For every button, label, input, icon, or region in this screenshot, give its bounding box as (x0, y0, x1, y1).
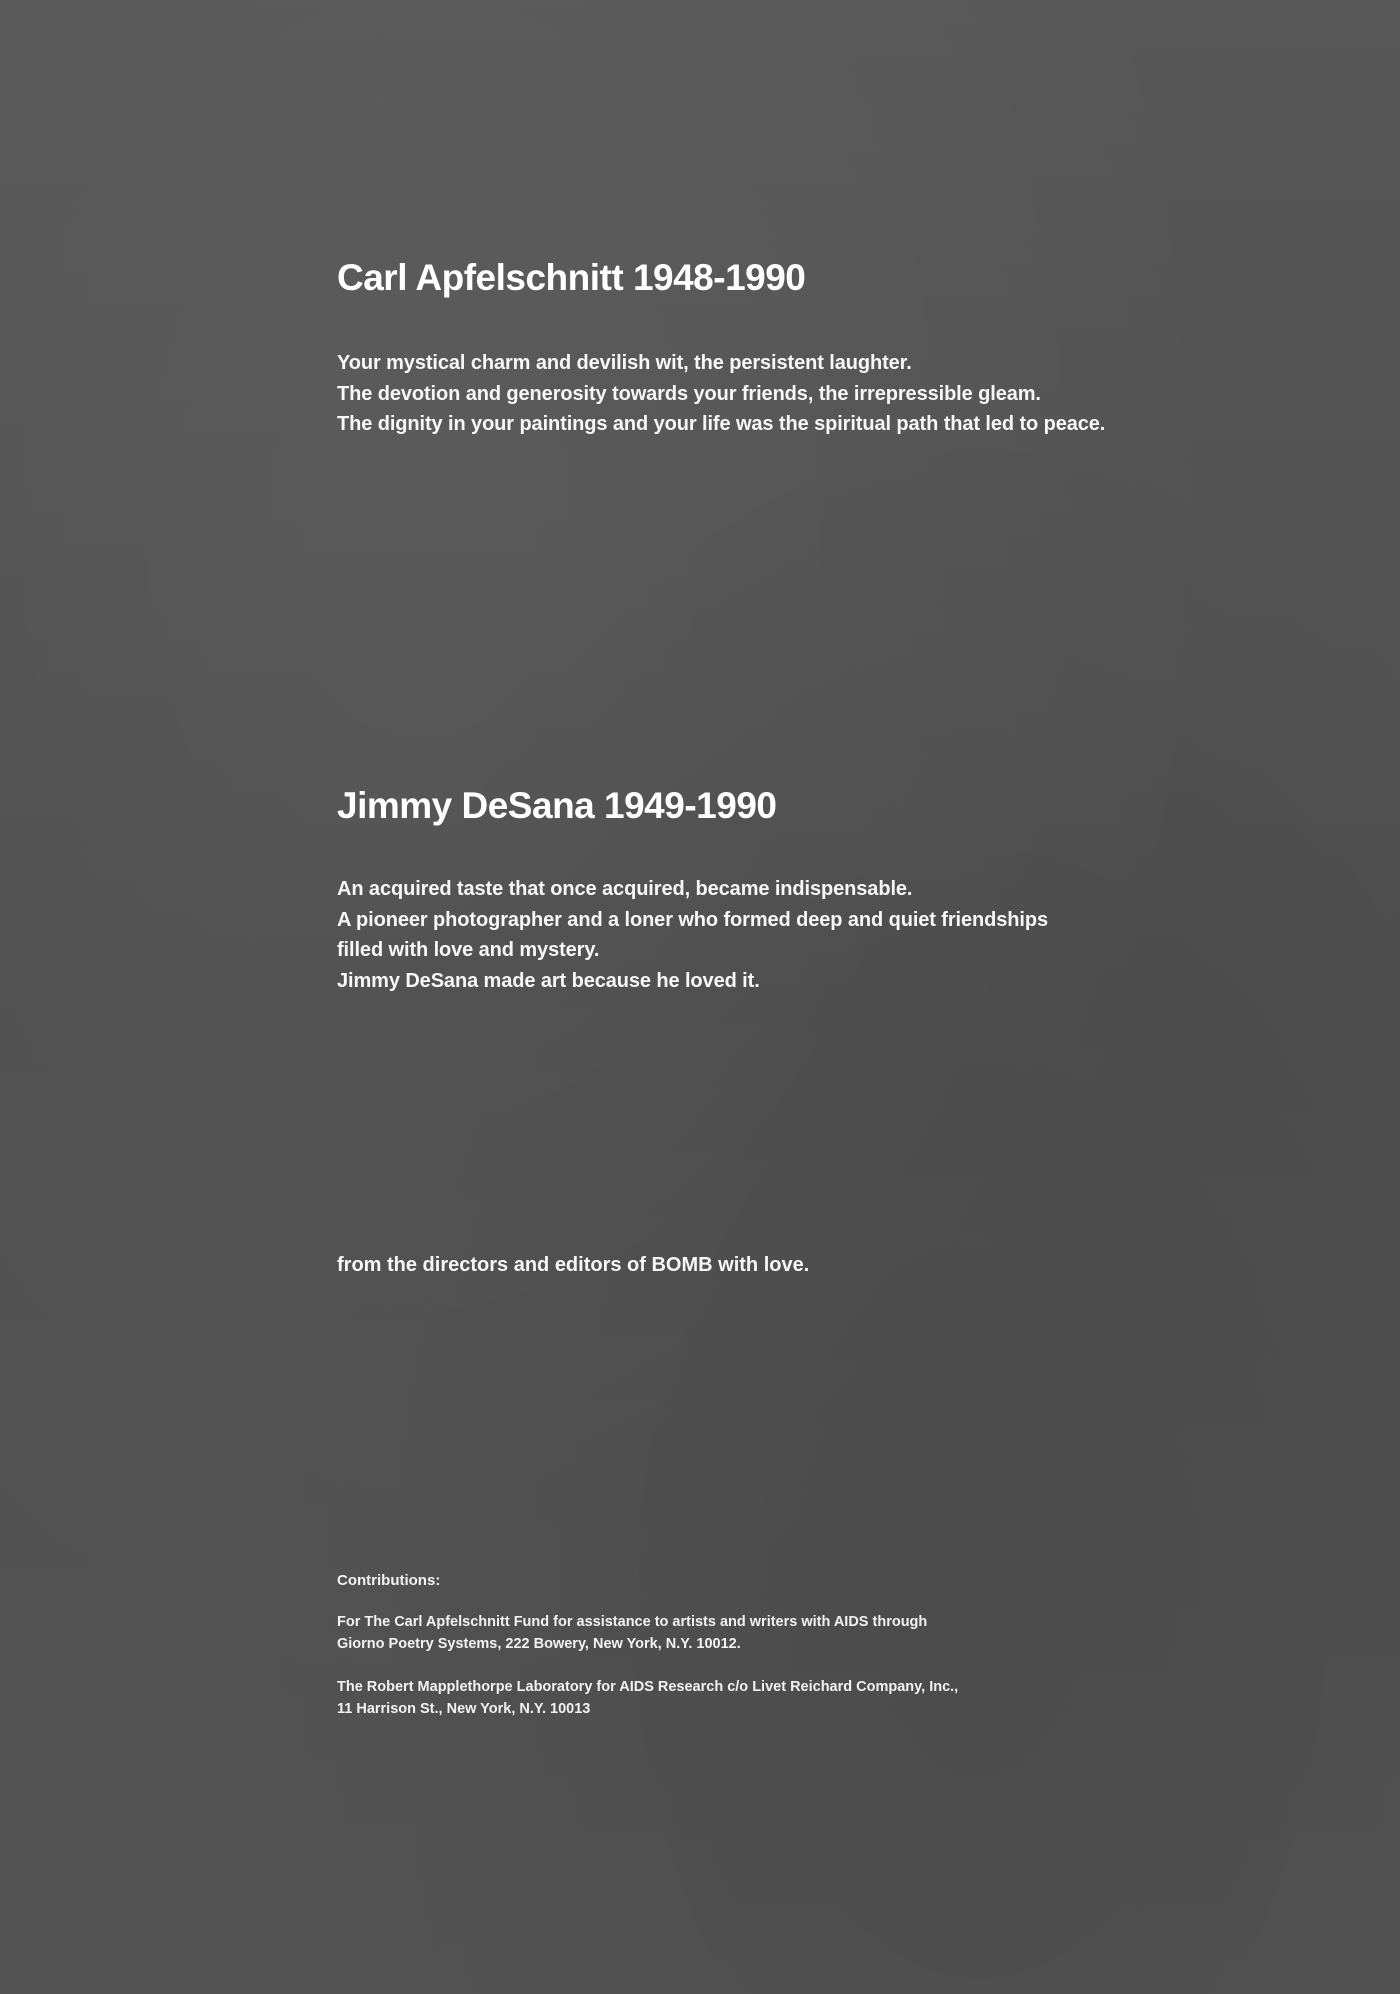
jimmy-memorial-heading (337, 784, 776, 828)
carl-line-3: The dignity in your paintings and your life was the spiritual path that led to peace. (337, 413, 1106, 435)
jimmy-memorial-text (337, 874, 1048, 996)
contribution-entry-2 (337, 1676, 958, 1720)
jimmy-line-4: Jimmy DeSana made art because he loved it. (337, 969, 760, 992)
jimmy-heading-text: Jimmy DeSana 1949-1990 (337, 785, 777, 826)
carl-line-2: The devotion and generosity towards your friends, the irrepressible gleam. (337, 382, 1041, 405)
contributions-title-text: Contributions: (337, 1572, 441, 1589)
carl-heading-text: Carl Apfelschnitt 1948-1990 (337, 257, 806, 298)
contribution-1-line-1: For The Carl Apfelschnitt Fund for assistance to artists and writers with AIDS through (337, 1614, 928, 1630)
jimmy-line-3: filled with love and mystery. (337, 939, 600, 961)
carl-memorial-heading (337, 256, 805, 300)
jimmy-line-2: A pioneer photographer and a loner who formed deep and quiet friendships (337, 908, 1049, 931)
signoff-text: from the directors and editors of BOMB with love. (337, 1254, 810, 1276)
carl-memorial-text (337, 348, 1105, 440)
jimmy-line-1: An acquired taste that once acquired, became indispensable. (337, 878, 913, 900)
contribution-entry-1 (337, 1611, 927, 1655)
contributions-title (337, 1570, 440, 1592)
contribution-1-line-2: Giorno Poetry Systems, 222 Bowery, New York, N.Y. 10012. (337, 1636, 741, 1652)
carl-line-1: Your mystical charm and devilish wit, the persistent laughter. (337, 352, 912, 374)
signoff (337, 1250, 809, 1280)
contribution-2-line-1: The Robert Mapplethorpe Laboratory for AIDS Research c/o Livet Reichard Company, Inc., (337, 1679, 959, 1695)
contribution-2-line-2: 11 Harrison St., New York, N.Y. 10013 (337, 1701, 591, 1717)
